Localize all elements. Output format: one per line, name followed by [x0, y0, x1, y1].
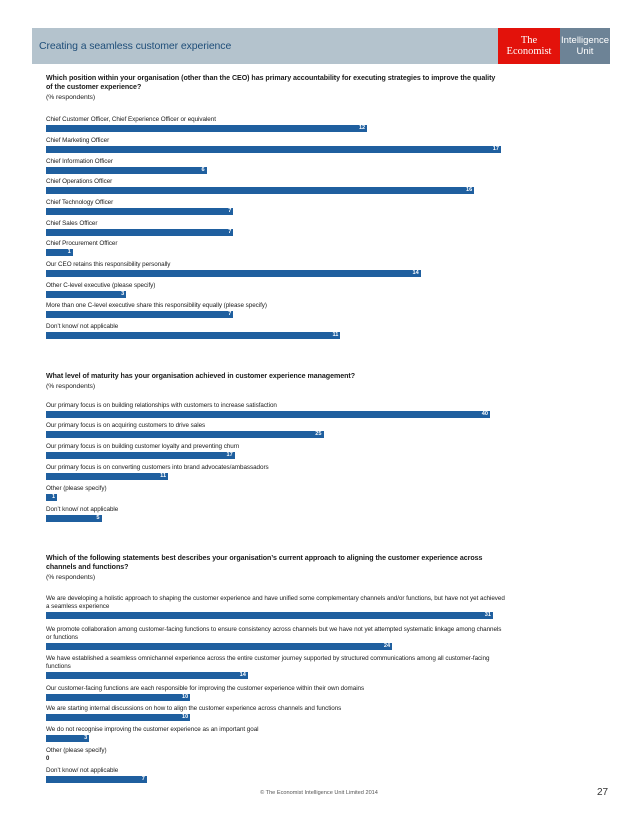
chart-3-category-label: Other (please specify): [46, 747, 107, 754]
chart-3-bar: [46, 694, 190, 701]
chart-1-title-block: [46, 74, 501, 102]
chart-3-bar: [46, 776, 147, 783]
chart-1-bar-value: 14: [412, 269, 419, 276]
chart-3-bar: [46, 672, 248, 679]
chart-1-category-label: Chief Sales Officer: [46, 220, 98, 227]
chart-2-bar-value: 25: [315, 430, 322, 437]
chart-1-bar: [46, 311, 233, 318]
chart-2-bar-value: 5: [96, 514, 100, 521]
chart-1-bar: [46, 187, 474, 194]
chart-1-bar: [46, 167, 207, 174]
chart-3-bar-value: 0: [46, 755, 50, 762]
chart-3-bar-value: 14: [239, 671, 246, 678]
chart-1-bar: [46, 270, 421, 277]
chart-1-subtitle: (% respondents): [46, 93, 96, 101]
chart-1-bar-value: 12: [358, 124, 366, 131]
chart-2-bar: [46, 431, 324, 438]
chart-1-bar-value: 7: [228, 310, 232, 317]
chart-1-bar-value: 1: [67, 248, 71, 255]
chart-1-category-label: Chief Marketing Officer: [46, 137, 110, 144]
chart-3-bar: [46, 643, 392, 650]
chart-2-bar: [46, 473, 168, 480]
chart-1-category-label: More than one C-level executive share this responsibility equally (please specify): [46, 302, 267, 309]
chart-2-category-label: Don’t know/ not applicable: [46, 506, 119, 513]
chart-2-bar-value: 11: [160, 472, 167, 479]
chart-2-bar-value: 40: [481, 410, 488, 417]
intelligence-unit-logo: [560, 28, 610, 64]
chart-1-category-label: Chief Information Officer: [46, 158, 113, 165]
chart-3-bar: [46, 612, 493, 619]
chart-1-category-label: Don’t know/ not applicable: [46, 323, 119, 330]
chart-1-bar: [46, 146, 501, 153]
chart-3-bar-value: 31: [484, 611, 491, 618]
chart-1-category-label: Chief Technology Officer: [46, 199, 114, 206]
chart-3-category-label: We are developing a holistic approach to shaping the customer experience and have unified some complementary channels and/or functions, but have not yet achieved a seamless experience: [46, 595, 505, 610]
chart-1-bar: [46, 249, 73, 256]
chart-3-bar-value: 10: [181, 713, 189, 720]
chart-1-bar: [46, 291, 126, 298]
report-title: Creating a seamless customer experience: [39, 40, 232, 52]
chart-3-bar: [46, 714, 190, 721]
chart-3-bar: [46, 735, 89, 742]
chart-1-bar: [46, 229, 233, 236]
chart-2-title: What level of maturity has your organisation achieved in customer experience management?: [46, 372, 355, 380]
unit-line-1: Intelligence: [560, 35, 610, 46]
chart-2-category-label: Our primary focus is on acquiring customers to drive sales: [46, 422, 206, 429]
chart-1-bar: [46, 125, 367, 132]
chart-1-title: Which position within your organisation (other than the CEO) has primary accountability for executing strategies to improve the quality of the customer experience?: [46, 74, 496, 92]
chart-2-bar-value: 1: [51, 493, 56, 500]
chart-3-category-label: We promote collaboration among customer-facing functions to ensure consistency across channels but we have not yet attempted systematic linkage among channels or functions: [46, 626, 502, 641]
chart-3-subtitle: (% respondents): [46, 573, 96, 581]
chart-2-bar: [46, 494, 57, 501]
chart-1-category-label: Chief Procurement Officer: [46, 240, 118, 247]
chart-3-bar-value: 24: [383, 642, 391, 649]
unit-line-2: Unit: [576, 46, 594, 57]
chart-3-bar-value: 10: [181, 693, 189, 700]
chart-1-bar-value: 7: [228, 228, 232, 235]
chart-1-bar-value: 11: [332, 331, 339, 338]
chart-1-bar: [46, 332, 340, 339]
chart-2-bar: [46, 411, 490, 418]
chart-2-category-label: Other (please specify): [46, 485, 107, 492]
page-number: 27: [597, 787, 609, 798]
chart-1-bar-value: 17: [492, 145, 499, 152]
chart-1-bar-value: 7: [228, 207, 232, 214]
chart-3-category-label: We are starting internal discussions on how to align the customer experience across channels and functions: [46, 705, 342, 712]
chart-2-title-block: [46, 372, 501, 391]
chart-3-bar-value: 3: [84, 734, 88, 741]
page-header: [32, 28, 610, 64]
chart-2-category-label: Our primary focus is on building relationships with customers to increase satisfaction: [46, 402, 277, 409]
chart-3-title: Which of the following statements best describes your organisation’s current approach to aligning the customer experience across channels and functions?: [46, 554, 483, 572]
chart-3-category-label: We have established a seamless omnichannel experience across the entire customer journey supported by structured communications among all customer-facing functions: [46, 655, 490, 670]
chart-2-bar-value: 17: [226, 451, 233, 458]
chart-1-category-label: Chief Customer Officer, Chief Experience Officer or equivalent: [46, 116, 216, 123]
chart-2-category-label: Our primary focus is on building customer loyalty and preventing churn: [46, 443, 240, 450]
chart-1-bar-value: 3: [121, 290, 125, 297]
chart-2-bar: [46, 452, 235, 459]
chart-3-category-label: We do not recognise improving the customer experience as an important goal: [46, 726, 259, 733]
chart-1-bar-value: 6: [201, 166, 205, 173]
chart-2-bar: [46, 515, 102, 522]
chart-3-bar-value: 7: [141, 775, 145, 782]
chart-1-category-label: Chief Operations Officer: [46, 178, 113, 185]
chart-2-subtitle: (% respondents): [46, 382, 96, 390]
chart-1-bar: [46, 208, 233, 215]
copyright-footer: © The Economist Intelligence Unit Limited 2014: [260, 790, 378, 796]
chart-3-category-label: Don’t know/ not applicable: [46, 767, 119, 774]
chart-1-bar-value: 16: [466, 186, 473, 193]
logo-line-2: Economist: [506, 46, 552, 57]
chart-3-title-block: [46, 554, 501, 582]
chart-2-category-label: Our primary focus is on converting customers into brand advocates/ambassadors: [46, 464, 269, 471]
economist-logo: [498, 28, 560, 64]
logo-line-1: The: [520, 35, 538, 46]
chart-1-category-label: Other C-level executive (please specify): [46, 282, 156, 289]
chart-3-category-label: Our customer-facing functions are each responsible for improving the customer experience within their own domains: [46, 685, 365, 692]
chart-1-category-label: Our CEO retains this responsibility personally: [46, 261, 171, 268]
